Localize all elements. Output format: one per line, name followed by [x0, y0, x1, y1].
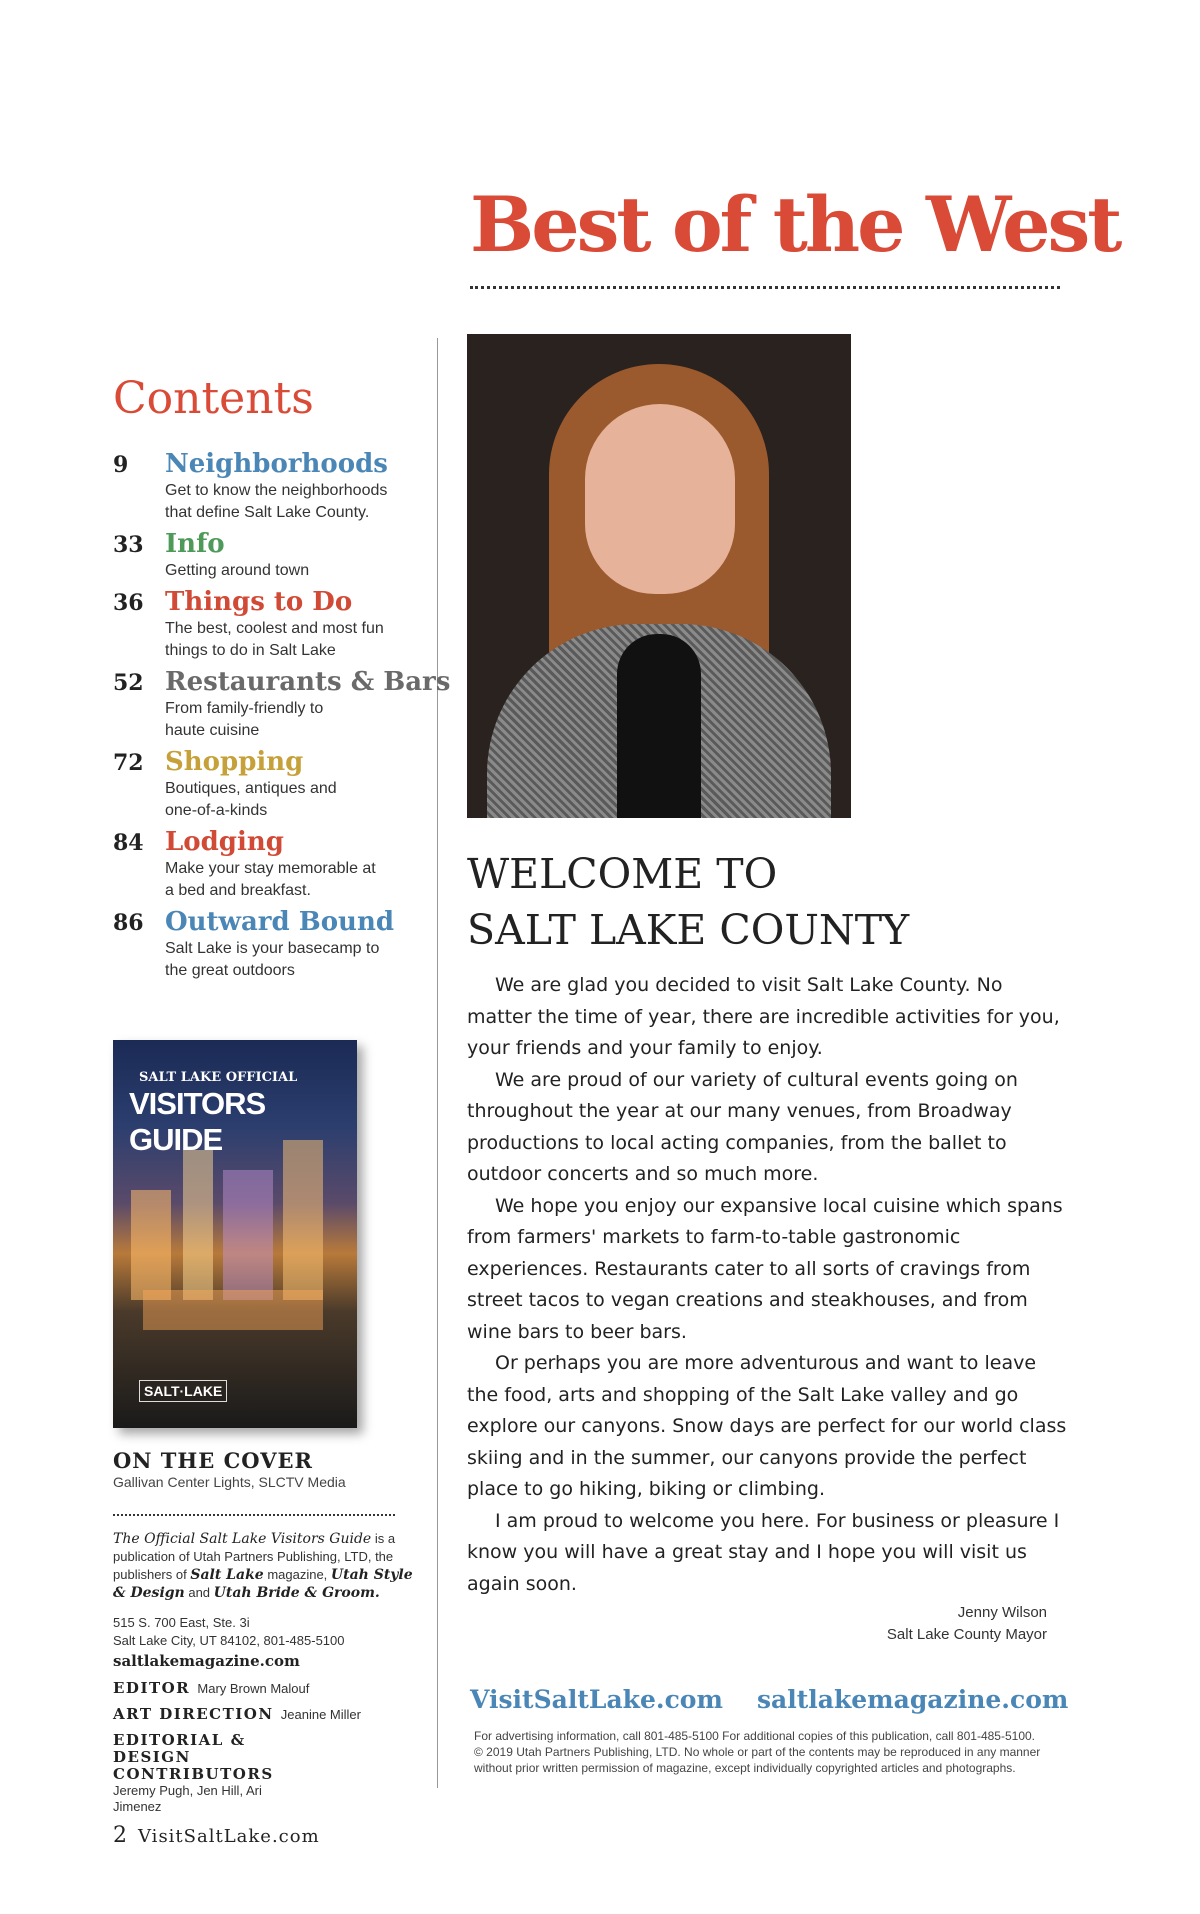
cover-logo: SALT·LAKE	[139, 1380, 227, 1402]
signature-title: Salt Lake County Mayor	[886, 1626, 1047, 1643]
toc-item-restaurants-bars[interactable]	[113, 666, 451, 746]
fine-print	[474, 1728, 1074, 1776]
toc-item-desc: From family-friendly to haute cuisine	[165, 700, 324, 739]
letter-paragraph: I am proud to welcome you here. For business or pleasure I know you will have a great stay and I hope you will visit us again soon.	[467, 1509, 1060, 1595]
cover-line2: VISITORS GUIDE	[129, 1086, 266, 1157]
toc-page-number: 52	[113, 670, 144, 696]
address-line: 515 S. 700 East, Ste. 3i	[113, 1615, 250, 1630]
staff-role: EDITORIAL & DESIGN CONTRIBUTORS	[113, 1731, 274, 1783]
toc-item-desc: Getting around town	[165, 562, 310, 579]
page-number: 2	[113, 1823, 128, 1848]
address	[113, 1614, 345, 1650]
pub-text: is a publication of Utah Partners Publishing, LTD, the publishers of	[113, 1531, 396, 1582]
toc-item-neighborhoods[interactable]	[113, 448, 433, 528]
welcome-letter	[467, 970, 1067, 1600]
cover-building	[143, 1290, 323, 1330]
visitsaltlake-link[interactable]: VisitSaltLake.com	[470, 1685, 723, 1714]
guide-name: The Official Salt Lake Visitors Guide	[113, 1531, 372, 1547]
signature-name: Jenny Wilson	[957, 1604, 1047, 1621]
toc-item-desc: Boutiques, antiques and one-of-a-kinds	[165, 780, 337, 819]
magazine-website-link[interactable]: saltlakemagazine.com	[113, 1652, 300, 1670]
letter-paragraph: We are glad you decided to visit Salt Lake County. No matter the time of year, there are incredible activities for you, your friends and your family to enjoy.	[467, 974, 1060, 1059]
toc-item-title: Outward Bound	[165, 907, 395, 937]
pub-text: and	[184, 1585, 214, 1600]
staff-names: Jeanine Miller	[280, 1707, 361, 1722]
staff-role: EDITOR	[113, 1679, 191, 1697]
portrait-shirt	[617, 634, 701, 818]
toc-item-lodging[interactable]	[113, 826, 433, 906]
signature	[800, 1602, 1047, 1646]
page-footer	[113, 1823, 320, 1848]
staff-contributors	[113, 1732, 288, 1815]
pub-text: magazine,	[263, 1567, 331, 1582]
welcome-line: SALT LAKE COUNTY	[467, 906, 910, 954]
cover-caption: Gallivan Center Lights, SLCTV Media	[113, 1474, 346, 1490]
address-line: Salt Lake City, UT 84102, 801-485-5100	[113, 1633, 345, 1648]
toc-item-title: Shopping	[165, 747, 304, 777]
toc-page-number: 33	[113, 532, 144, 558]
left-divider	[113, 1514, 395, 1516]
toc-item-desc: Salt Lake is your basecamp to the great outdoors	[165, 940, 380, 979]
title-divider	[470, 286, 1060, 289]
welcome-line: WELCOME TO	[467, 850, 778, 898]
fine-print-line: © 2019 Utah Partners Publishing, LTD. No whole or part of the contents may be reproduced in any manner without prior written permission of magazine, except individually copyrighted articles and photographs.	[474, 1745, 1041, 1775]
toc-page-number: 84	[113, 830, 144, 856]
publication-info	[113, 1530, 413, 1602]
table-of-contents	[113, 448, 451, 986]
cover-building	[131, 1190, 171, 1300]
toc-item-desc: The best, coolest and most fun things to do in Salt Lake	[165, 620, 384, 659]
cover-building	[183, 1150, 213, 1300]
letter-paragraph: We are proud of our variety of cultural events going on throughout the year at our many venues, from Broadway productions to local acting companies, from the ballet to outdoor concerts and so much more.	[467, 1068, 1018, 1185]
toc-page-number: 72	[113, 750, 144, 776]
page-title: Best of the West	[470, 180, 1120, 269]
toc-item-shopping[interactable]	[113, 746, 433, 826]
cover-building	[283, 1140, 323, 1300]
toc-page-number: 9	[113, 452, 129, 478]
staff-editor	[113, 1680, 423, 1697]
staff-names: Mary Brown Malouf	[197, 1681, 310, 1696]
toc-item-title: Restaurants & Bars	[165, 667, 451, 697]
on-the-cover-heading: ON THE COVER	[113, 1448, 313, 1473]
toc-item-desc: Get to know the neighborhoods that define Salt Lake County.	[165, 482, 388, 521]
fine-print-line: For advertising information, call 801-485-5100 For additional copies of this publication, call 801-485-5100.	[474, 1729, 1035, 1743]
website-links	[470, 1685, 1068, 1714]
mayor-portrait	[467, 334, 851, 818]
magazine-name: Salt Lake	[190, 1567, 264, 1583]
toc-item-desc: Make your stay memorable at a bed and breakfast.	[165, 860, 376, 899]
cover-line1: SALT LAKE OFFICIAL	[139, 1070, 298, 1085]
toc-item-things-to-do[interactable]	[113, 586, 433, 666]
toc-item-info[interactable]	[113, 528, 433, 586]
staff-role: ART DIRECTION	[113, 1705, 274, 1723]
toc-item-title: Info	[165, 529, 225, 559]
toc-page-number: 36	[113, 590, 144, 616]
staff-art-direction	[113, 1706, 423, 1723]
toc-item-outward-bound[interactable]	[113, 906, 433, 986]
toc-page-number: 86	[113, 910, 144, 936]
saltlakemagazine-link[interactable]: saltlakemagazine.com	[756, 1685, 1069, 1714]
portrait-face	[585, 404, 735, 594]
magazine-name: Utah Bride & Groom.	[213, 1585, 380, 1601]
footer-site: VisitSaltLake.com	[138, 1826, 320, 1847]
column-divider	[437, 338, 438, 1788]
cover-image	[113, 1040, 357, 1428]
letter-paragraph: We hope you enjoy our expansive local cuisine which spans from farmers' markets to farm-to-table gastronomic experiences. Restaurants cater to all sorts of cravings from street tacos to vegan creations and steakhouses, and from wine bars to beer bars.	[467, 1194, 1063, 1343]
toc-item-title: Things to Do	[165, 587, 353, 617]
staff-names: Jeremy Pugh, Jen Hill, Ari Jimenez	[113, 1783, 262, 1814]
contents-heading: Contents	[113, 373, 314, 424]
welcome-heading	[467, 846, 1067, 958]
toc-item-title: Neighborhoods	[165, 449, 388, 479]
letter-paragraph: Or perhaps you are more adventurous and want to leave the food, arts and shopping of the Salt Lake valley and go explore our canyons. Snow days are perfect for our world class skiing and in the summer, our canyons provide the perfect place to go hiking, biking or climbing.	[467, 1352, 1067, 1500]
magazine-name: Utah Style & Design	[113, 1567, 413, 1601]
cover-building	[223, 1170, 273, 1300]
toc-item-title: Lodging	[165, 827, 284, 857]
